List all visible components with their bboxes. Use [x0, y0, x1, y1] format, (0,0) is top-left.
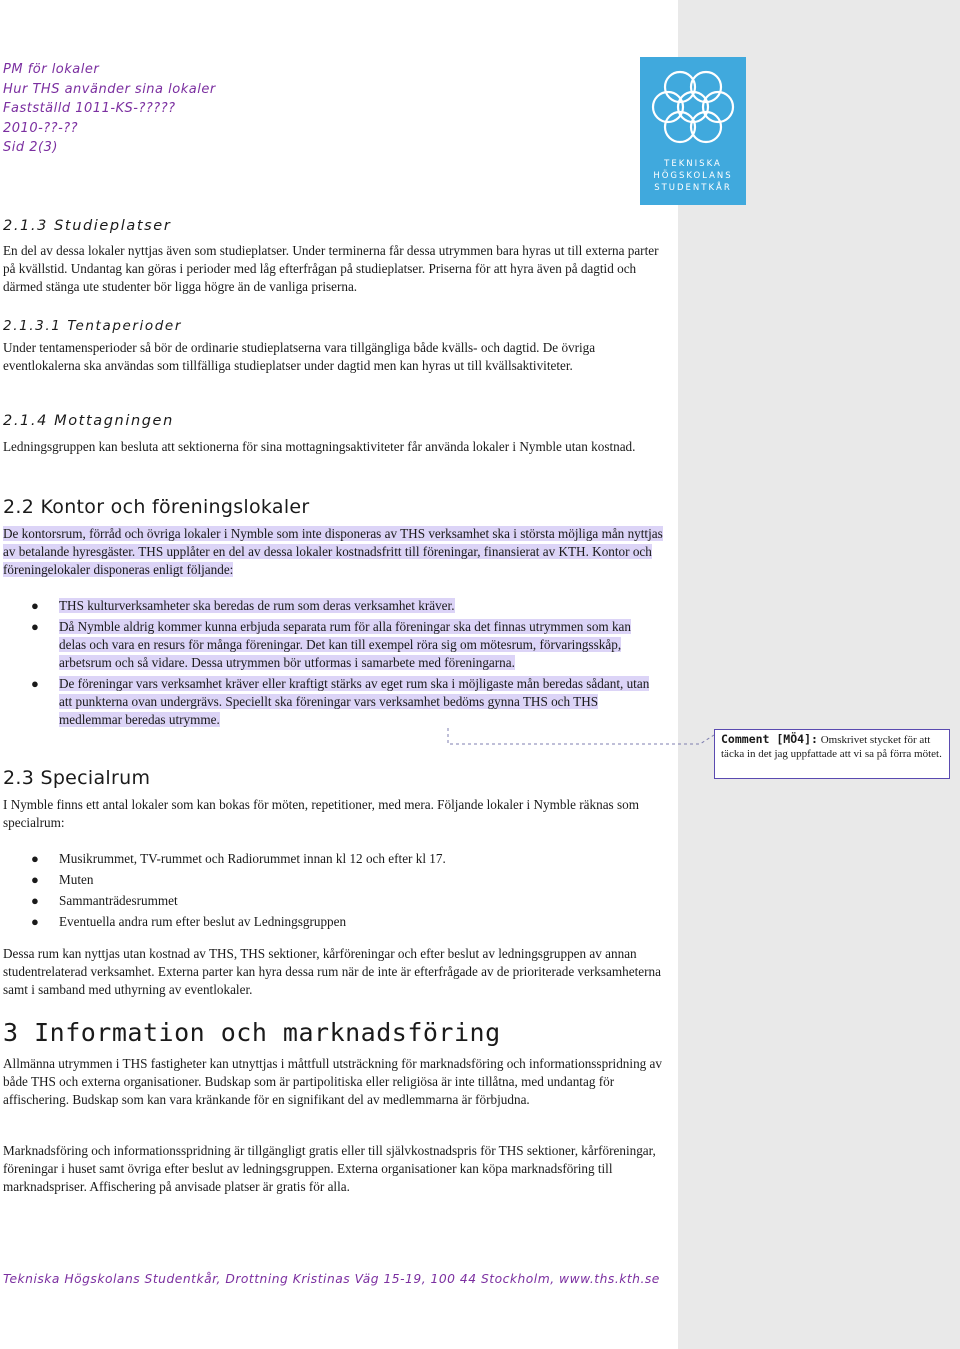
paragraph-tentaperioder: Under tentamensperioder så bör de ordinarie studieplatserna vara tillgängliga både kvälls- och dagtid. De övriga eventlokalerna ska användas som tillfälliga studieplatser under dagtid men kan hyras ut till kvällsaktiviteter. [3, 340, 596, 373]
bullet-icon: ● [31, 872, 39, 887]
logo-text-line: TEKNISKA [664, 159, 722, 169]
header-line: Sid 2(3) [3, 140, 58, 155]
highlighted-text: De kontorsrum, förråd och övriga lokaler i Nymble som inte disponeras av THS verksamhet ska i största möjliga mån nyttjas av betalande hyresgäster. THS upplåter en del av dessa lokaler kostnadsfritt till föreningar, finansierat av KTH. Kontor och föreningelokaler disponeras enligt följande: [3, 526, 663, 577]
bullet-icon: ● [31, 914, 39, 929]
paragraph-specialrum: I Nymble finns ett antal lokaler som kan bokas för möten, repetitioner, med mera. Följande lokaler i Nymble räknas som specialrum: [3, 797, 639, 830]
heading-2-1-3-1: 2.1.3.1 Tentaperioder [3, 318, 182, 334]
heading-2-1-3: 2.1.3 Studieplatser [3, 218, 172, 234]
list-item-text: Då Nymble aldrig kommer kunna erbjuda separata rum för alla föreningar ska det finnas utrymmen som kan delas och vara en resurs för många föreningar. Det kan till exempel röra sig om mötesrum, förvaringsskåp, arbetsrum och så vidare. Dessa utrymmen bör utformas i samarbete med föreningarna. [59, 619, 632, 670]
logo-text-line: STUDENTKÅR [654, 183, 732, 193]
bullet-icon: ● [31, 851, 39, 866]
header-line: Fastställd 1011-KS-????? [3, 101, 176, 116]
logo-text-line: HÖGSKOLANS [653, 171, 733, 181]
list-item-text: De föreningar vars verksamhet kräver eller kraftigt stärks av eget rum ska i möjligaste mån beredas sådant, utan att punkterna ovan undergrävs. Speciellt ska föreningar vars verksamhet bedöms gynna THS och THS medlemmar beredas utrymme. [59, 676, 650, 727]
list-item-text: Eventuella andra rum efter beslut av Ledningsgruppen [59, 914, 347, 929]
heading-2-1-4: 2.1.4 Mottagningen [3, 413, 174, 429]
comment-balloon[interactable] [714, 729, 950, 779]
heading-3: 3 Information och marknadsföring [3, 1018, 501, 1047]
list-item-text: Muten [59, 872, 94, 887]
comment-text: Omskrivet stycket för att täcka in det jag uppfattade att vi sa på förra mötet. [721, 734, 942, 760]
bullet-icon: ● [31, 598, 39, 613]
header-line: Hur THS använder sina lokaler [3, 81, 216, 97]
document-footer: Tekniska Högskolans Studentkår, Drottning Kristinas Väg 15-19, 100 44 Stockholm, www.ths.kth.se [3, 1272, 660, 1286]
paragraph-information-2: Marknadsföring och informationsspridning är tillgängligt gratis eller till självkostnadspris för THS sektioner, kårföreningar, föreningar i huset samt övriga efter beslut av ledningsgruppen. Externa organisationer kan köpa marknadsföring till marknadspriser. Affischering på anvisade platser är gratis för alla. [3, 1143, 656, 1194]
list-item-text: Musikrummet, TV-rummet och Radiorummet innan kl 12 och efter kl 17. [59, 851, 446, 866]
paragraph-information-1: Allmänna utrymmen i THS fastigheter kan utnyttjas i måttfull utsträckning för marknadsföring och informationsspridning av både THS och externa organisationer. Budskap som är partipolitiska eller religiösa är inte tillåtna, med undantag för affischering. Budskap som kan vara kränkande för en signifikant del av medlemmarna är förbjudna. [3, 1056, 663, 1107]
list-item-text: THS kulturverksamheter ska beredas de rum som deras verksamhet kräver. [59, 598, 455, 613]
bullet-icon: ● [31, 676, 39, 691]
header-line: PM för lokaler [3, 62, 100, 77]
heading-2-2: 2.2 Kontor och föreningslokaler [3, 496, 310, 518]
paragraph-studieplatser: En del av dessa lokaler nyttjas även som studieplatser. Under terminerna får dessa utrymmen bara hyras ut till externa parter på kvällstid. Undantag kan göras i perioder med låg efterfrågan på studieplatser. Priserna för att hyra även på dagtid och därmed stänga ute studenter bör ligga högre än de vanliga priserna. [3, 243, 659, 294]
header-line: 2010-??-?? [3, 120, 79, 136]
paragraph-mottagningen: Ledningsgruppen kan besluta att sektionerna för sina mottagningsaktiviteter får använda lokaler i Nymble utan kostnad. [3, 439, 636, 454]
paragraph-specialrum-usage: Dessa rum kan nyttjas utan kostnad av THS, THS sektioner, kårföreningar och efter beslut av ledningsgruppen av annan studentrelaterad verksamhet. Externa parter kan hyra dessa rum när de inte är efterfrågade av de prioriterade verksamheterna samt i samband med uthyrning av eventlokaler. [3, 946, 661, 997]
bullet-icon: ● [31, 619, 39, 634]
comment-tag: Comment [MÖ4]: [721, 732, 818, 746]
heading-2-3: 2.3 Specialrum [3, 767, 151, 789]
bullet-icon: ● [31, 893, 39, 908]
list-item-text: Sammanträdesrummet [59, 893, 178, 908]
